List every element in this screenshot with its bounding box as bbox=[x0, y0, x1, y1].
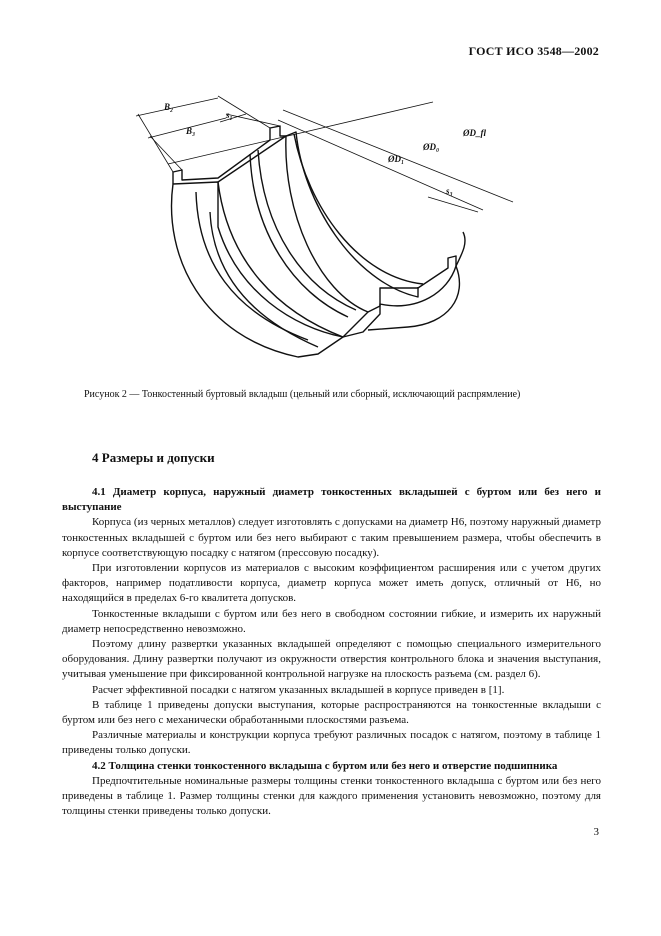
shell-oil-groove-2 bbox=[258, 150, 356, 310]
paragraph: В таблице 1 приведены допуски выступания, которые распространяются на тонкостенные вкладыши с буртом или без него с механически обработанными плоскостями разъема. bbox=[62, 698, 601, 727]
label-dfl: ØD_fl bbox=[463, 128, 486, 138]
section-heading: 4 Размеры и допуски bbox=[92, 450, 215, 465]
dim-ext-4 bbox=[226, 114, 280, 126]
paragraph: Расчет эффективной посадки с натягом указанных вкладышей в корпусе приведен в [1]. bbox=[92, 683, 505, 696]
paragraph: Предпочтительные номинальные размеры толщины стенки тонкостенного вкладыша с буртом или без него приведены в таблице 1. Размер толщины стенки для каждого применения установить невозможно, поэтому для толщины стенки приведены только допуски. bbox=[62, 774, 601, 818]
right-flange-edge bbox=[456, 232, 465, 266]
flanged-bushing-diagram bbox=[118, 92, 538, 382]
shell-oil-groove bbox=[250, 154, 348, 317]
page-number: 3 bbox=[593, 826, 599, 838]
subsection-heading-4-2: 4.2 Толщина стенки тонкостенного вкладыша с буртом или без него и отверстие подшипника bbox=[92, 759, 558, 772]
document-header: ГОСТ ИСО 3548—2002 bbox=[468, 44, 599, 58]
label-do: ØD₀ bbox=[423, 142, 440, 152]
paragraph: Поэтому длину развертки указанных вкладышей определяют с помощью специального измерительного оборудования. Длину развертки получают из окружности отверстия контрольного блока и значения выступания, учитывая уменьшение при фиксированной контрольной нагрузке на плоскость разъема (см. раздел 6). bbox=[62, 638, 601, 681]
paragraph: Различные материалы и конструкции корпуса требуют различных посадок с натягом, поэтому в таблице 1 приведены только допуски. bbox=[62, 729, 601, 757]
right-flange bbox=[343, 266, 459, 337]
dim-do-line bbox=[278, 120, 483, 210]
body-text bbox=[62, 485, 601, 819]
figure-bearing-drawing bbox=[118, 92, 538, 382]
paragraph: Корпуса (из черных металлов) следует изготовлять с допусками на диаметр Н6, поэтому наружный диаметр тонкостенных вкладышей с буртом или без него выбирают с таким превышением размера, чтобы обеспечить в корпусе соответствующую посадку с натягом (прессовую посадку). bbox=[62, 516, 601, 559]
dim-ext-1 bbox=[138, 114, 173, 172]
label-s1: s₁ bbox=[226, 110, 233, 120]
paragraph: Тонкостенные вкладыши с буртом или без него в свободном состоянии гибкие, и измерить их наружный диаметр непосредственно невозможно. bbox=[62, 607, 601, 635]
paragraph: При изготовлении корпусов из материалов с высоким коэффициентом расширения или с учетом других факторов, например податливости корпуса, диаметр корпуса может иметь допуск, отличный от Н6, но находящийся в пределах 6-го квалитета допусков. bbox=[62, 562, 601, 605]
label-b2: B₂ bbox=[164, 102, 174, 112]
dim-ext-3 bbox=[150, 136, 182, 170]
label-s3: s₃ bbox=[446, 186, 453, 196]
dim-b2-line bbox=[136, 98, 218, 116]
label-di: ØD₁ bbox=[388, 154, 405, 164]
figure-caption: Рисунок 2 — Тонкостенный буртовый вкладыш (цельный или сборный, исключающий распрямление) bbox=[84, 389, 521, 400]
shell-inner-bore bbox=[218, 136, 368, 337]
subsection-heading-4-1: 4.1 Диаметр корпуса, наружный диаметр тонкостенных вкладышей с буртом или без него и выступание bbox=[62, 486, 601, 514]
label-b3: B₃ bbox=[186, 126, 196, 136]
